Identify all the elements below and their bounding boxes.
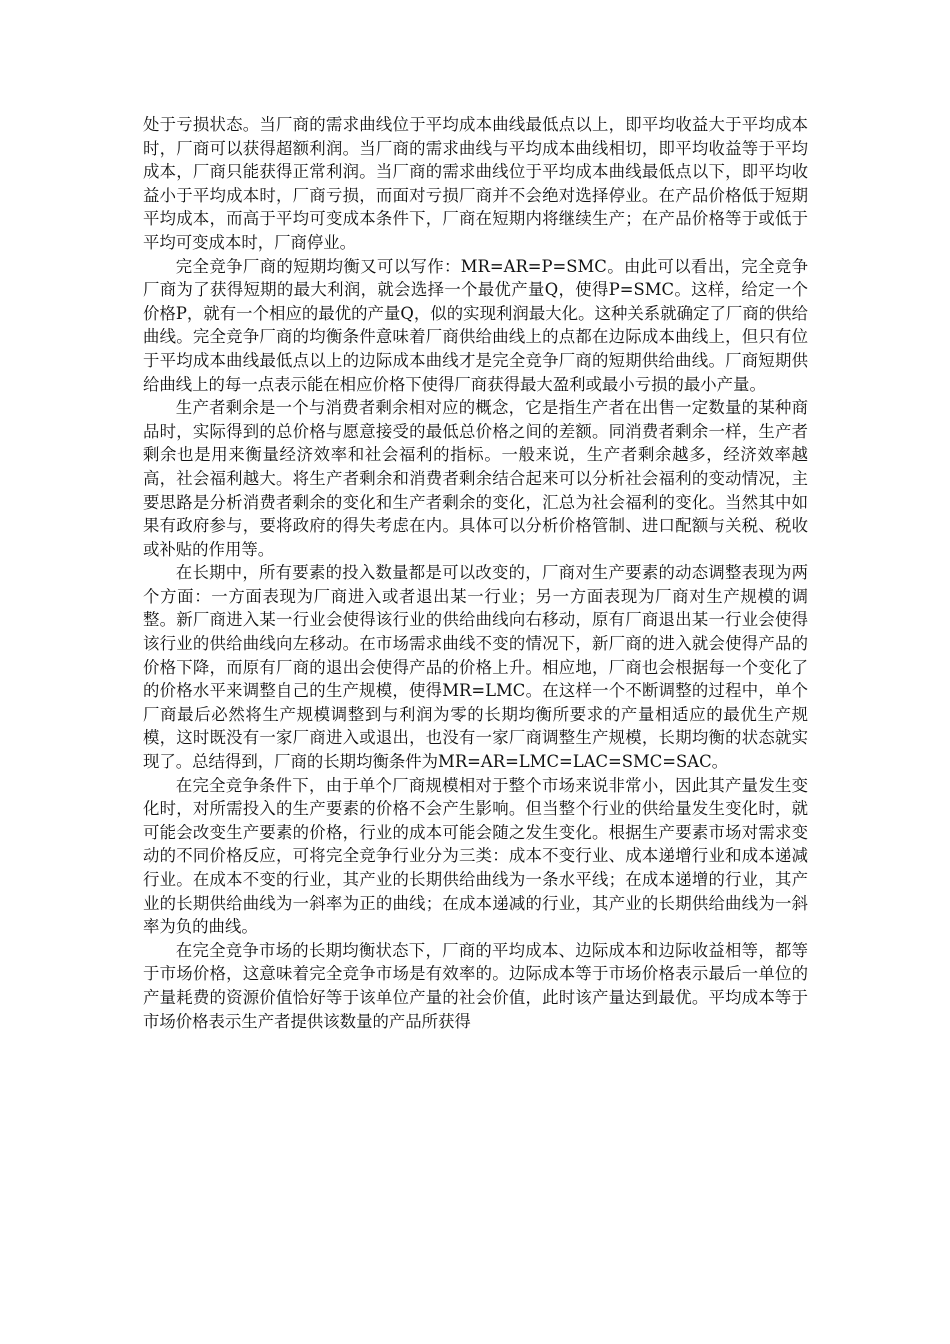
paragraph-market-efficiency: 在完全竞争市场的长期均衡状态下，厂商的平均成本、边际成本和边际收益相等，都等于市场价格，这意味着完全竞争市场是有效率的。边际成本等于市场价格表示最后一单位的产量耗费的资源价值恰好等于该单位产量的社会价值，此时该产量达到最优。平均成本等于市场价格表示生产者提供该数量的产品所获得 <box>143 940 808 1031</box>
paragraph-short-run-supply: 完全竞争厂商的短期均衡又可以写作：MR=AR=P=SMC。由此可以看出，完全竞争厂商为了获得短期的最大利润，就会选择一个最优产量Q，使得P=SMC。这样，给定一个价格P，就有一个相应的最优的产量Q，似的实现利润最大化。这种关系就确定了厂商的供给曲线。完全竞争厂商的均衡条件意味着厂商供给曲线上的点都在边际成本曲线上，但只有位于平均成本曲线最低点以上的边际成本曲线才是完全竞争厂商的短期供给曲线。厂商短期供给曲线上的每一点表示能在相应价格下使得厂商获得最大盈利或最小亏损的最小产量。 <box>143 256 808 394</box>
paragraph-industry-cost-types: 在完全竞争条件下，由于单个厂商规模相对于整个市场来说非常小，因此其产量发生变化时，对所需投入的生产要素的价格不会产生影响。但当整个行业的供给量发生变化时，就可能会改变生产要素的价格，行业的成本可能会随之发生变化。根据生产要素市场对需求变动的不同价格反应，可将完全竞争行业分为三类：成本不变行业、成本递增行业和成本递减行业。在成本不变的行业，其产业的长期供给曲线为一条水平线；在成本递增的行业，其产业的长期供给曲线为一斜率为正的曲线；在成本递减的行业，其产业的长期供给曲线为一斜率为负的曲线。 <box>143 775 808 937</box>
document-body <box>143 113 808 1033</box>
paragraph-long-run-adjustment: 在长期中，所有要素的投入数量都是可以改变的，厂商对生产要素的动态调整表现为两个方面：一方面表现为厂商进入或者退出某一行业；另一方面表现为厂商对生产规模的调整。新厂商进入某一行业会使得该行业的供给曲线向右移动，原有厂商退出某一行业会使得该行业的供给曲线向左移动。在市场需求曲线不变的情况下，新厂商的进入就会使得产品的价格下降，而原有厂商的退出会使得产品的价格上升。相应地，厂商也会根据每一个变化了的价格水平来调整自己的生产规模，使得MR=LMC。在这样一个不断调整的过程中，单个厂商最后必然将生产规模调整到与利润为零的长期均衡所要求的产量相适应的最优生产规模，这时既没有一家厂商进入或退出，也没有一家厂商调整生产规模，长期均衡的状态就实现了。总结得到，厂商的长期均衡条件为MR=AR=LMC=LAC=SMC=SAC。 <box>143 563 808 772</box>
paragraph-producer-surplus: 生产者剩余是一个与消费者剩余相对应的概念，它是指生产者在出售一定数量的某种商品时，实际得到的总价格与愿意接受的最低总价格之间的差额。同消费者剩余一样，生产者剩余也是用来衡量经济效率和社会福利的指标。一般来说，生产者剩余越多，经济效率越高，社会福利越大。将生产者剩余和消费者剩余结合起来可以分析社会福利的变动情况，主要思路是分析消费者剩余的变化和生产者剩余的变化，汇总为社会福利的变化。当然其中如果有政府参与，要将政府的得失考虑在内。具体可以分析价格管制、进口配额与关税、税收或补贴的作用等。 <box>143 398 808 559</box>
paragraph-loss-and-shutdown: 处于亏损状态。当厂商的需求曲线位于平均成本曲线最低点以上，即平均收益大于平均成本时，厂商可以获得超额利润。当厂商的需求曲线与平均成本曲线相切，即平均收益等于平均成本，厂商只能获得正常利润。当厂商的需求曲线位于平均成本曲线最低点以下，即平均收益小于平均成本时，厂商亏损，而面对亏损厂商并不会绝对选择停业。在产品价格低于短期平均成本，而高于平均可变成本条件下，厂商在短期内将继续生产；在产品价格等于或低于平均可变成本时，厂商停业。 <box>143 115 808 252</box>
